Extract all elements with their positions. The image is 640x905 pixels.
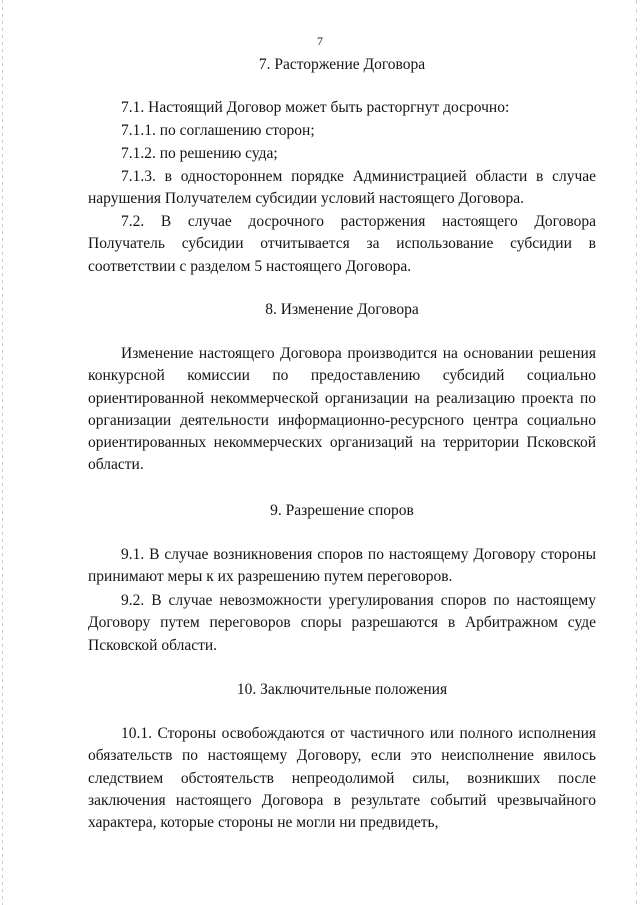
paragraph-7-1-3: 7.1.3. в одностороннем порядке Администрацией области в случае нарушения Получателем субсидии условий настоящего Договора. (88, 168, 596, 208)
paragraph-7-1-1: 7.1.1. по соглашению сторон; (121, 122, 315, 139)
scan-edge-left (2, 0, 3, 905)
paragraph-7-2: 7.2. В случае досрочного расторжения настоящего Договора Получатель субсидии отчитывается за использование субсидии в соответствии с разделом 5 настоящего Договора. (88, 213, 596, 275)
paragraph-8: Изменение настоящего Договора производится на основании решения конкурсной комиссии по предоставлению субсидий социально ориентированной некоммерческой организации на реализацию проекта по организации деятельности информационно-ресурсного центра социально ориентированных некоммерческих организаций на территории Псковской области. (88, 345, 596, 474)
paragraph-7-1: 7.1. Настоящий Договор может быть расторгнут досрочно: (121, 99, 510, 116)
paragraph-9-2: 9.2. В случае невозможности урегулирования споров по настоящему Договору путем переговоров споры разрешаются в Арбитражном суде Псковской области. (88, 592, 596, 654)
section-9-heading: 9. Разрешение споров (270, 502, 414, 519)
paragraph-10-1: 10.1. Стороны освобождаются от частичного или полного исполнения обязательств по настоящему Договору, если это неисполнение явилось следствием обстоятельств непреодолимой силы, возникших после заключения настоящего Договора в результате событий чрезвычайного характера, которые стороны не могли ни предвидеть, (88, 725, 596, 832)
paragraph-7-1-2: 7.1.2. по решению суда; (121, 145, 278, 162)
scan-edge-right (636, 0, 637, 905)
section-7-heading: 7. Расторжение Договора (258, 56, 426, 73)
section-8-heading: 8. Изменение Договора (265, 301, 419, 318)
section-10-heading: 10. Заключительные положения (236, 681, 448, 698)
paragraph-9-1: 9.1. В случае возникновения споров по настоящему Договору стороны принимают меры к их разрешению путем переговоров. (88, 546, 596, 586)
page-number: 7 (317, 34, 323, 48)
